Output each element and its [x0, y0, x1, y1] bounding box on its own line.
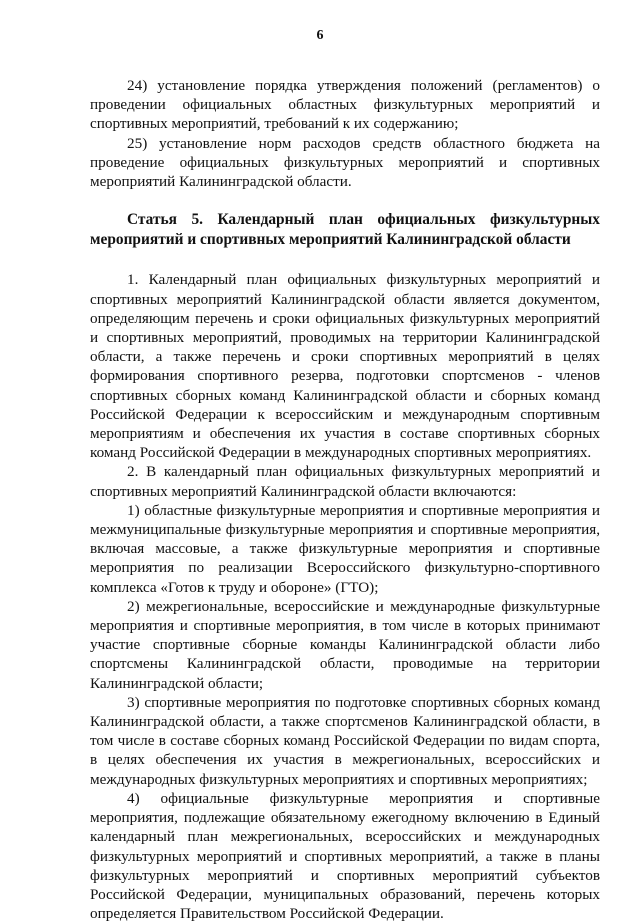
- paragraph-item-25: 25) установление норм расходов средств областного бюджета на проведение официальных физкультурных мероприятий и спортивных мероприятий Калининградской области.: [90, 134, 600, 191]
- page-number: 6: [316, 28, 324, 43]
- paragraph-subitem-1: 1) областные физкультурные мероприятия и спортивные мероприятия и межмуниципальные физкультурные мероприятия и спортивные мероприятия, включая массовые, а также физкультурные мероприятия и спортивные мероприятия по реализации Всероссийского физкультурно-спортивного комплекса «Готов к труду и обороне» (ГТО);: [90, 501, 600, 596]
- document-content: [90, 76, 600, 923]
- paragraph-subitem-3: 3) спортивные мероприятия по подготовке спортивных сборных команд Калининградской области, а также спортсменов Калининградской области, в том числе в составе сборных команд Российской Федерации по видам спорта, в целях обеспечения их участия в межрегиональных, всероссийских и международных физкультурных мероприятиях и спортивных мероприятиях;: [90, 693, 600, 788]
- paragraph-clause-1: 1. Календарный план официальных физкультурных мероприятий и спортивных мероприятий Калининградской области является документом, определяющим перечень и сроки официальных физкультурных мероприятий и спортивных мероприятий, проводимых на территории Калининградской области, а также перечень и сроки спортивных мероприятий в целях формирования спортивного резерва, подготовки спортсменов - членов спортивных сборных команд Калининградской области и сборных команд Российской Федерации к всероссийским и международным спортивным мероприятиям и обеспечения их участия в составе спортивных сборных команд Российской Федерации в международных спортивных мероприятиях.: [90, 271, 600, 462]
- paragraph-subitem-4: 4) официальные физкультурные мероприятия и спортивные мероприятия, подлежащие обязательному ежегодному включению в Единый календарный план межрегиональных, всероссийских и международных физкультурных мероприятий и спортивных мероприятий, а также в планы физкультурных мероприятий и спортивных мероприятий субъектов Российской Федерации, муниципальных образований, перечень которых определяется Правительством Российской Федерации.: [90, 789, 600, 923]
- paragraph-subitem-2: 2) межрегиональные, всероссийские и международные физкультурные мероприятия и спортивные мероприятия, в том числе в которых принимают участие спортивные сборные команды Калининградской области либо спортсмены Калининградской области, проводимые на территории Калининградской области;: [90, 597, 600, 692]
- paragraph-clause-2: 2. В календарный план официальных физкультурных мероприятий и спортивных мероприятий Калининградской области включаются:: [90, 463, 600, 500]
- article-heading: Статья 5. Календарный план официальных физкультурных мероприятий и спортивных мероприятий Калининградской области: [90, 211, 600, 248]
- paragraph-item-24: 24) установление порядка утверждения положений (регламентов) о проведении официальных областных физкультурных мероприятий и спортивных мероприятий, требований к их содержанию;: [90, 77, 600, 133]
